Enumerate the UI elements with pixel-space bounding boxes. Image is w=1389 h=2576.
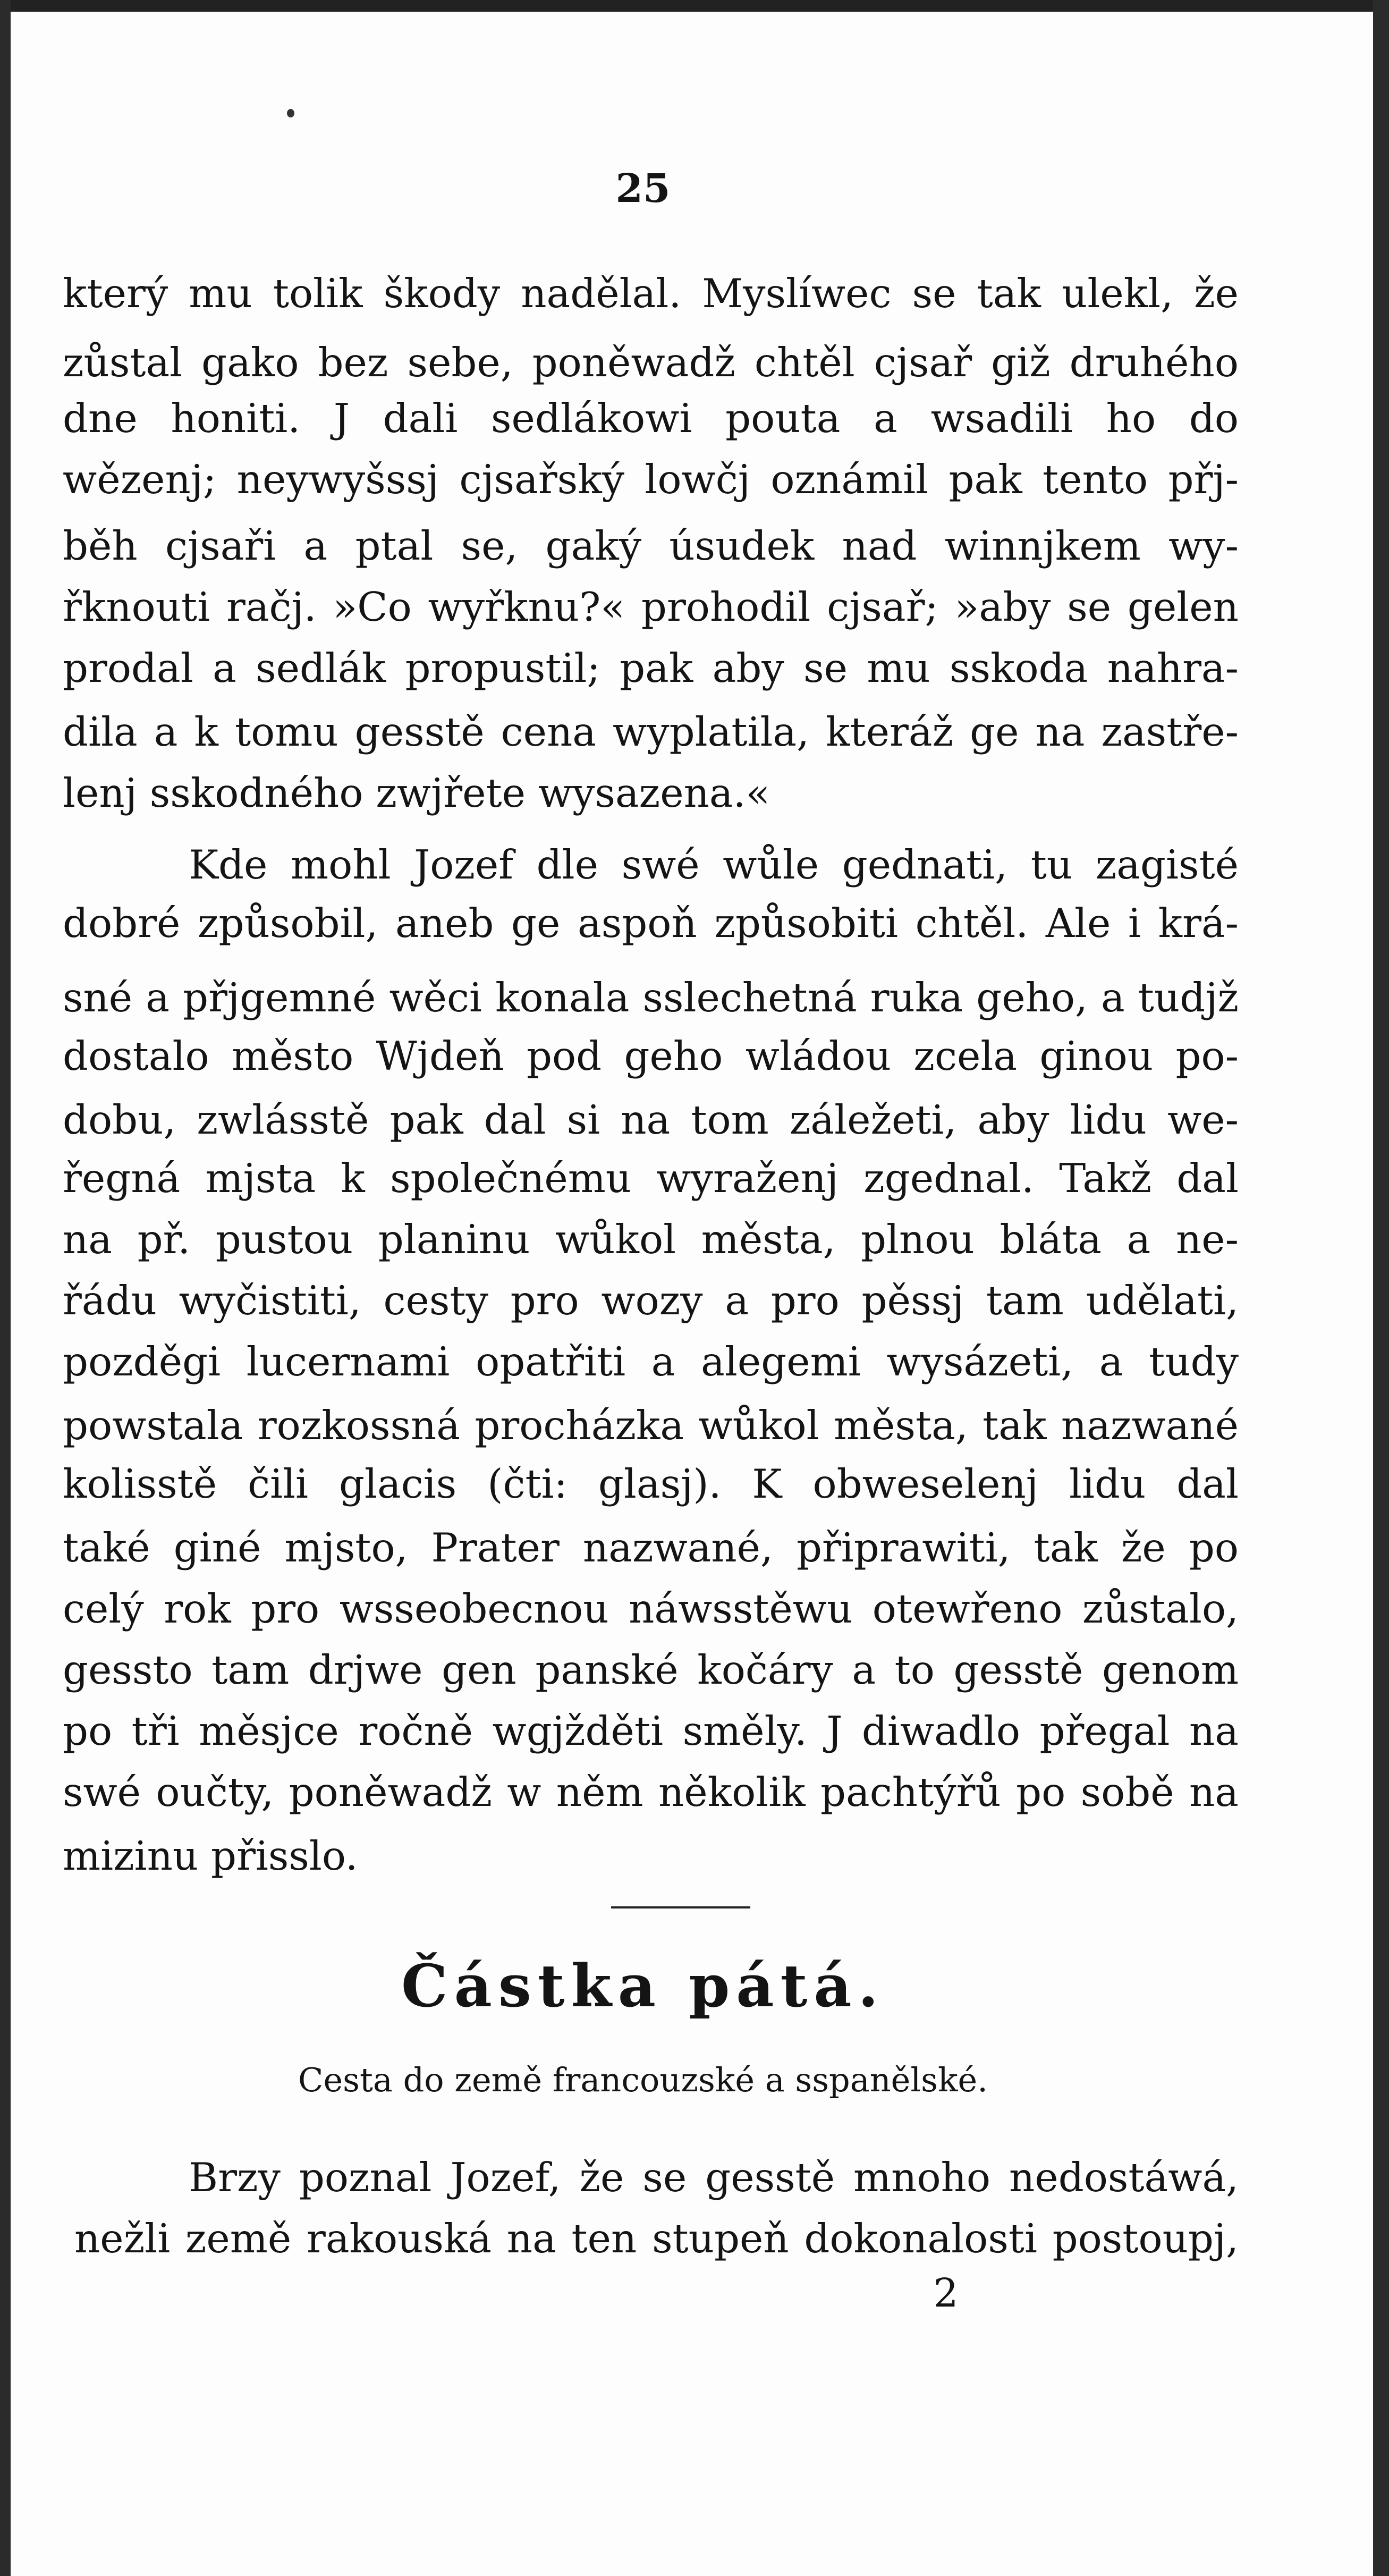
text-line: dila a k tomu gesstě cena wyplatila, kteráž ge na zastře-	[63, 708, 1239, 755]
text-line: lenj sskodného zwjřete wysazena.«	[63, 770, 770, 816]
text-line: sné a přjgemné wěci konala sslechetná ruka geho, a tudjž	[63, 974, 1239, 1021]
text-line: který mu tolik škody nadělal. Myslíwec se tak ulekl, že	[63, 270, 1239, 317]
text-line: běh cjsaři a ptal se, gaký úsudek nad winnjkem wy-	[63, 522, 1239, 569]
text-line: řknouti račj. »Co wyřknu?« prohodil cjsař; »aby se gelen	[63, 584, 1239, 630]
text-line: nežli země rakouská na ten stupeň dokonalosti postoupj,	[74, 2215, 1239, 2262]
text-line: dobré způsobil, aneb ge aspoň způsobiti chtěl. Ale i krá-	[63, 900, 1239, 947]
text-line: dobu, zwlásstě pak dal si na tom záležeti, aby lidu we-	[63, 1096, 1239, 1143]
text-line: celý rok pro wsseobecnou náwsstěwu otewřeno zůstalo,	[63, 1585, 1239, 1632]
text-line: Brzy poznal Jozef, že se gesstě mnoho nedostáwá,	[189, 2154, 1239, 2201]
text-line: na př. pustou planinu wůkol města, plnou bláta a ne-	[63, 1216, 1239, 1263]
text-line: také giné mjsto, Prater nazwané, připrawiti, tak že po	[63, 1524, 1239, 1571]
section-divider	[611, 1906, 750, 1908]
page-right-edge	[1373, 0, 1389, 2576]
text-line: wězenj; neywyšssj cjsařský lowčj oznámil pak tento přj-	[63, 456, 1239, 503]
signature-mark: 2	[933, 2270, 959, 2316]
text-line: gessto tam drjwe gen panské kočáry a to gesstě genom	[63, 1646, 1239, 1693]
text-line: zůstal gako bez sebe, poněwadž chtěl cjsař giž druhého	[63, 339, 1239, 386]
text-line: řádu wyčistiti, cesty pro wozy a pro pěssj tam udělati,	[63, 1277, 1239, 1324]
section-heading: Částka pátá.	[401, 1952, 885, 2020]
book-page	[11, 12, 1373, 2576]
text-line: powstala rozkossná procházka wůkol města, tak nazwané	[63, 1402, 1239, 1449]
text-line: dne honiti. J dali sedlákowi pouta a wsadili ho do	[63, 395, 1239, 442]
text-line: prodal a sedlák propustil; pak aby se mu sskoda nahra-	[63, 645, 1239, 691]
text-line: pozděgi lucernami opatřiti a alegemi wysázeti, a tudy	[63, 1338, 1239, 1385]
text-line: kolisstě čili glacis (čti: glasj). K obweselenj lidu dal	[63, 1460, 1239, 1507]
text-line: dostalo město Wjdeň pod geho wládou zcela ginou po-	[63, 1033, 1239, 1079]
text-line: Kde mohl Jozef dle swé wůle gednati, tu zagisté	[189, 841, 1239, 888]
page-number: 25	[615, 166, 671, 212]
text-line: řegná mjsta k společnému wyraženj zgednal. Takž dal	[63, 1155, 1239, 1202]
text-line: mizinu přisslo.	[63, 1832, 358, 1879]
section-subtitle: Cesta do země francouzské a sspanělské.	[298, 2060, 988, 2099]
page-left-edge	[0, 0, 11, 2576]
page-top-edge	[0, 0, 1389, 12]
ink-speck	[287, 109, 294, 117]
text-line: po tři měsjce ročně wgjžděti směly. J diwadlo přegal na	[63, 1708, 1239, 1754]
text-line: swé oučty, poněwadž w něm několik pachtýřů po sobě na	[63, 1769, 1239, 1815]
